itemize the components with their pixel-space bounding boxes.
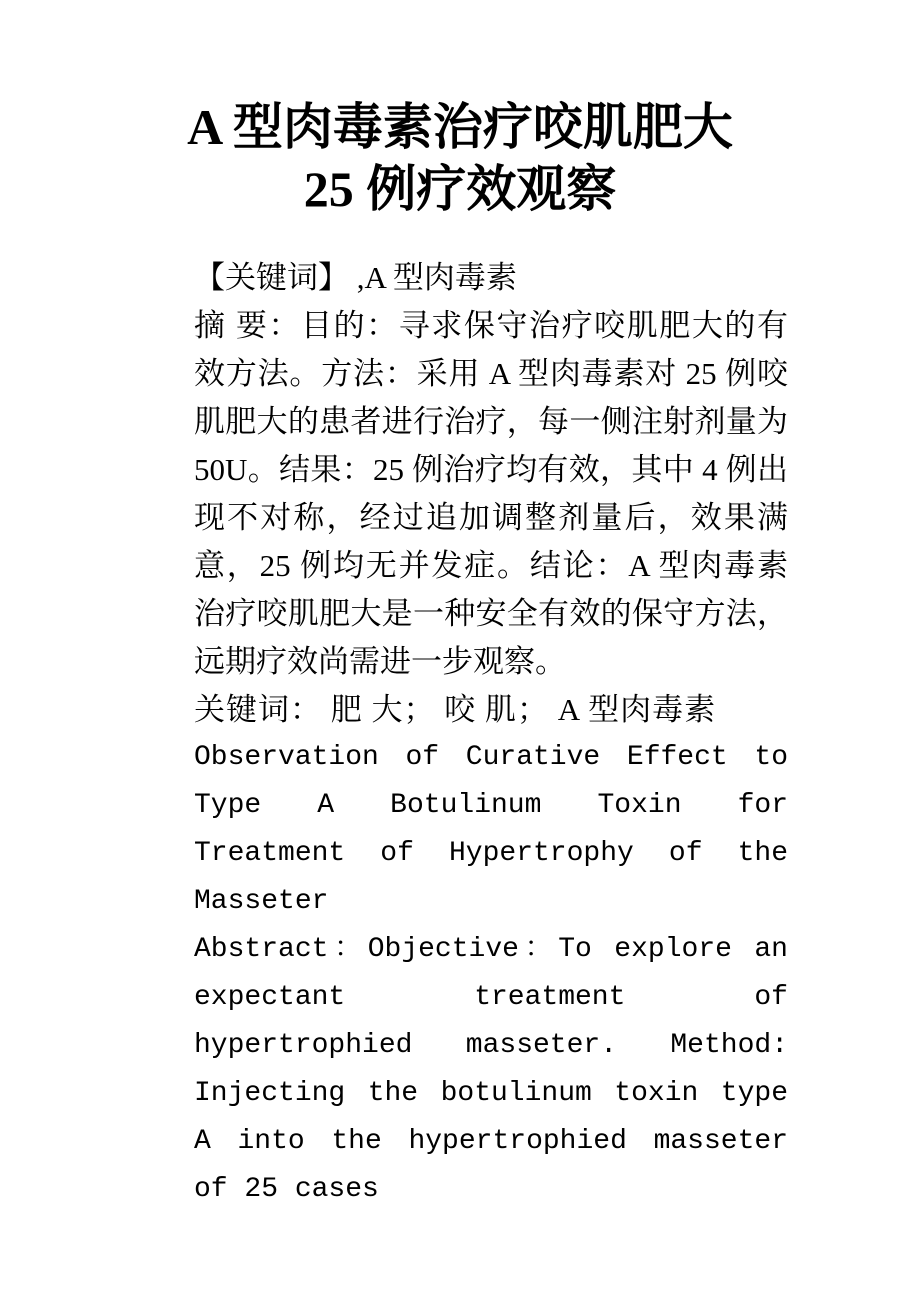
title-english: Observation of Curative Effect to Type A Botulinum Toxin for Treatment of Hypertrophy of the Masseter: [194, 742, 788, 917]
document-body: [132, 254, 788, 1214]
page-title-line-1: A 型肉毒素治疗咬肌肥大: [187, 99, 733, 155]
keywords-chinese: 关键词： 肥 大； 咬 肌； A 型肉毒素: [194, 692, 717, 727]
page-title-line-2: 25 例疗效观察: [303, 161, 617, 217]
abstract-english: Abstract：Objective：To explore an expectant treatment of hypertrophied masseter. Method: Injecting the botulinum toxin type A into the hypertrophied masseter of 25 cases: [194, 934, 788, 1205]
page-title: [132, 96, 788, 220]
keyword-label-line: 【关键词】 ,A 型肉毒素: [194, 260, 517, 295]
abstract-chinese: 摘 要：目的：寻求保守治疗咬肌肥大的有效方法。方法：采用 A 型肉毒素对 25 例咬肌肥大的患者进行治疗，每一侧注射剂量为 50U。结果：25 例治疗均有效，其中 4 例出现不对称，经过追加调整剂量后，效果满意，25 例均无并发症。结论：A 型肉毒素治疗咬肌肥大是一种安全有效的保守方法，远期疗效尚需进一步观察。: [194, 308, 788, 679]
